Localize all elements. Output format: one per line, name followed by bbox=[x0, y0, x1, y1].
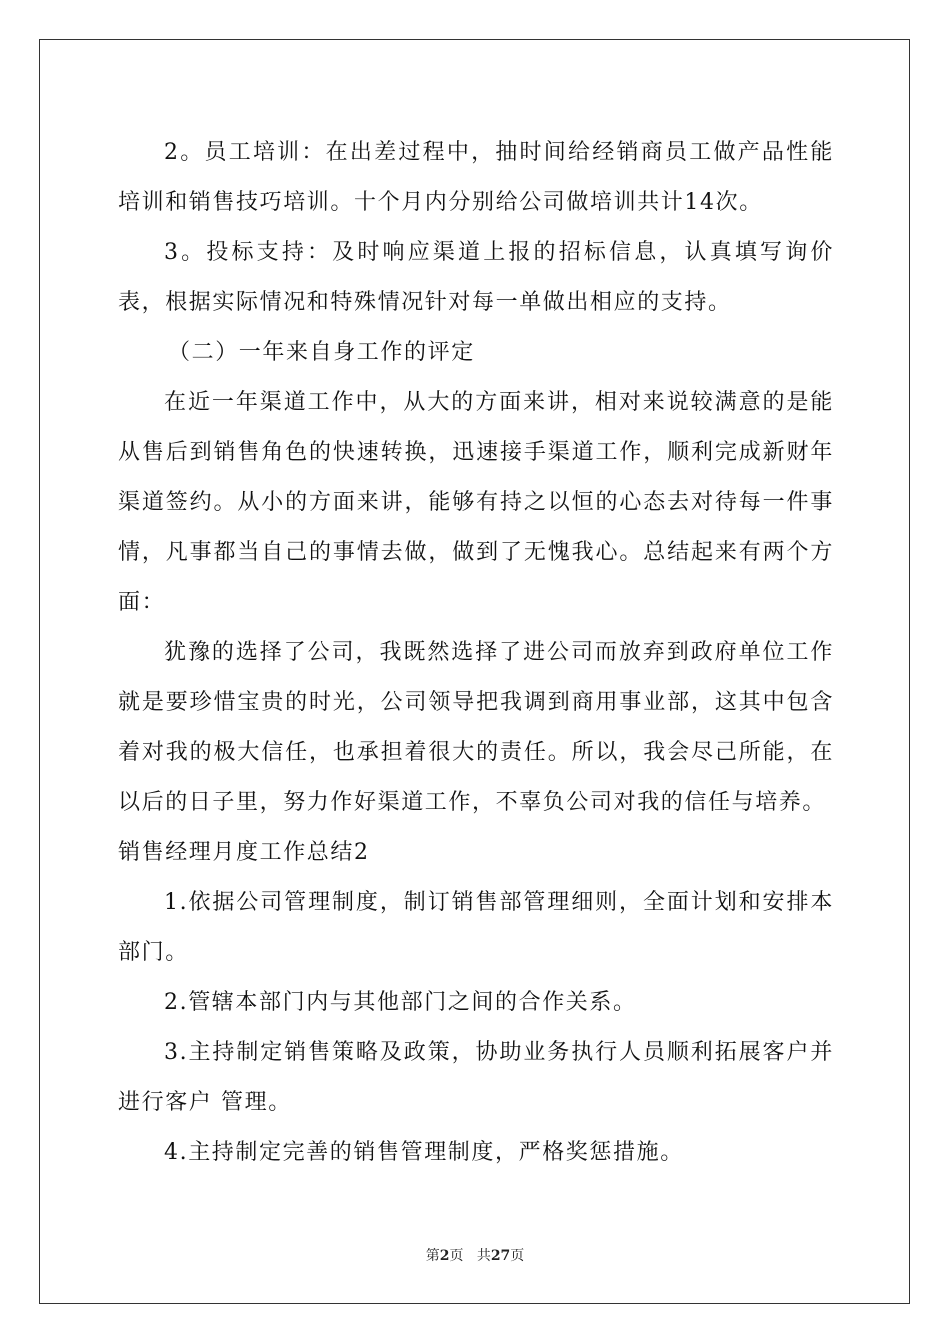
list-item-3: 3.主持制定销售策略及政策，协助业务执行人员顺利拓展客户并进行客户 管理。 bbox=[118, 1040, 834, 1115]
footer-total-unit: 页 bbox=[510, 1248, 525, 1264]
document-body bbox=[118, 128, 834, 1178]
footer-page-unit: 页 bbox=[449, 1248, 464, 1264]
footer-prefix: 第 bbox=[425, 1248, 440, 1264]
paragraph-1: 2。员工培训：在出差过程中，抽时间给经销商员工做产品性能培训和销售技巧培训。十个月内分别给公司做培训共计14次。 bbox=[118, 140, 834, 215]
page-footer bbox=[0, 1245, 950, 1265]
list-item-1: 1.依据公司管理制度，制订销售部管理细则，全面计划和安排本部门。 bbox=[118, 890, 834, 965]
paragraph-2: 3。投标支持：及时响应渠道上报的招标信息，认真填写询价表，根据实际情况和特殊情况针对每一单做出相应的支持。 bbox=[118, 240, 834, 315]
section-heading-2: （二）一年来自身工作的评定 bbox=[168, 340, 475, 365]
list-item-2: 2.管辖本部门内与其他部门之间的合作关系。 bbox=[164, 990, 637, 1015]
paragraph-3: 在近一年渠道工作中，从大的方面来讲，相对来说较满意的是能从售后到销售角色的快速转换，迅速接手渠道工作，顺利完成新财年渠道签约。从小的方面来讲，能够有持之以恒的心态去对待每一件事情，凡事都当自己的事情去做，做到了无愧我心。总结起来有两个方面： bbox=[118, 390, 834, 615]
footer-total-prefix: 共 bbox=[476, 1248, 491, 1264]
footer-page-number: 2 bbox=[439, 1248, 450, 1264]
paragraph-4: 犹豫的选择了公司，我既然选择了进公司而放弃到政府单位工作就是要珍惜宝贵的时光，公司领导把我调到商用事业部，这其中包含着对我的极大信任，也承担着很大的责任。所以，我会尽己所能，在以后的日子里，努力作好渠道工作，不辜负公司对我的信任与培养。 bbox=[118, 640, 834, 815]
document-subtitle: 销售经理月度工作总结2 bbox=[118, 840, 370, 865]
footer-total-pages: 27 bbox=[490, 1248, 511, 1264]
list-item-4: 4.主持制定完善的销售管理制度，严格奖惩措施。 bbox=[164, 1140, 684, 1165]
